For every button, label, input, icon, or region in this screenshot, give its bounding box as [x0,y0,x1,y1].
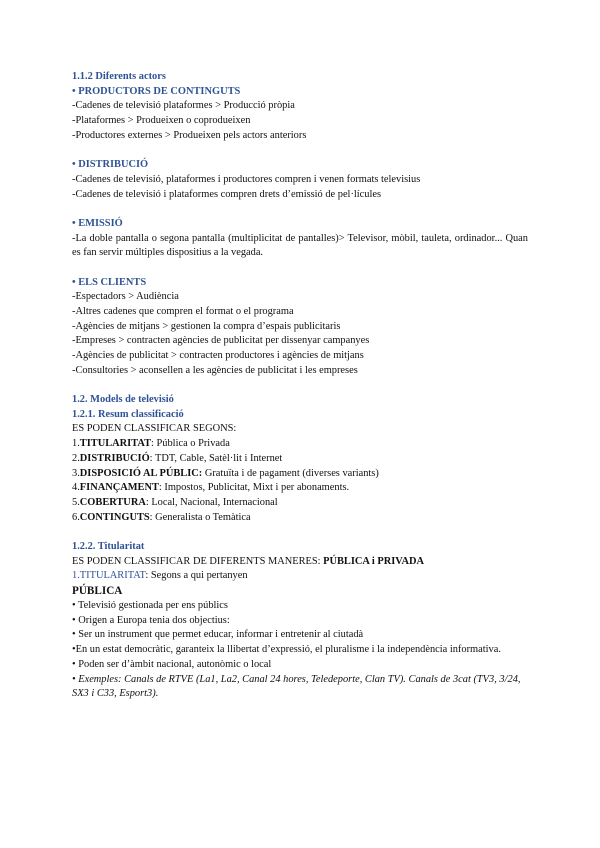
classification-item: 5.COBERTURA: Local, Nacional, Internacional [72,496,278,508]
list-item: -Cadenes de televisió plataformes > Producció pròpia [72,100,295,112]
list-item: -Agències de publicitat > contracten productores i agències de mitjans [72,350,364,362]
list-item: -Plataformes > Produeixen o coprodueixen [72,115,251,127]
document-body [72,70,528,702]
list-item: • Origen a Europa tenia dos objectius: [72,614,230,626]
heading-clients: • ELS CLIENTS [72,276,147,288]
heading-productors: • PRODUCTORS DE CONTINGUTS [72,85,241,97]
intro-text: ES PODEN CLASSIFICAR DE DIFERENTS MANERES: PÚBLICA i PRIVADA [72,555,424,567]
subsection-title-1-2-2: 1.2.2. Titularitat [72,540,145,552]
classification-item: 2.DISTRIBUCIÓ: TDT, Cable, Satèl·lit i Internet [72,452,283,464]
section-title-1-2: 1.2. Models de televisió [72,394,174,406]
heading-emissio: • EMISSIÓ [72,217,123,229]
list-item: • Poden ser d’àmbit nacional, autonòmic o local [72,658,272,670]
titularitat-line: 1.TITULARITAT: Segons a qui pertanyen [72,570,248,582]
intro-text: ES PODEN CLASSIFICAR SEGONS: [72,423,237,435]
classification-item: 1.TITULARITAT: Pública o Privada [72,438,230,450]
classification-item: 4.FINANÇAMENT: Impostos, Publicitat, Mixt i per abonaments. [72,482,350,494]
list-item: -Consultories > aconsellen a les agències de publicitat i les empreses [72,364,358,376]
publica-label: PÚBLICA [72,585,123,598]
subsection-title-1-2-1: 1.2.1. Resum classificació [72,408,184,420]
list-item: -Altres cadenes que compren el format o el programa [72,305,294,317]
list-item: -Cadenes de televisió i plataformes compren drets d’emissió de pel·lícules [72,188,382,200]
list-item: • Ser un instrument que permet educar, informar i entretenir al ciutadà [72,629,364,641]
list-item: -Empreses > contracten agències de publicitat per dissenyar campanyes [72,335,370,347]
classification-item: 6.CONTINGUTS: Generalista o Temàtica [72,511,251,523]
list-item: •En un estat democràtic, garanteix la llibertat d’expressió, el pluralisme i la independència informativa. [72,644,501,656]
heading-distribucio: • DISTRIBUCIÓ [72,159,149,171]
section-title-1-1-2: 1.1.2 Diferents actors [72,71,166,82]
examples-text: • Exemples: Canals de RTVE (La1, La2, Canal 24 hores, Teledeporte, Clan TV). Canals de 3cat (TV3, 3/24, SX3 i C33, Esport3). [72,673,521,700]
classification-item: 3.DISPOSICIÓ AL PÚBLIC: Gratuïta i de pagament (diverses variants) [72,467,379,479]
list-item: -Espectadors > Audiència [72,291,179,303]
list-item: -Productores externes > Produeixen pels actors anteriors [72,129,307,141]
list-item: -Cadenes de televisió, plataformes i productores compren i venen formats televisius [72,173,421,185]
paragraph-emissio: -La doble pantalla o segona pantalla (multiplicitat de pantalles)> Televisor, mòbil, tauleta, ordinador... Quan es fan servir múltiples dispositius a la vegada. [72,232,528,259]
list-item: -Agències de mitjans > gestionen la compra d’espais publicitaris [72,320,341,332]
list-item: • Televisió gestionada per ens públics [72,600,228,612]
